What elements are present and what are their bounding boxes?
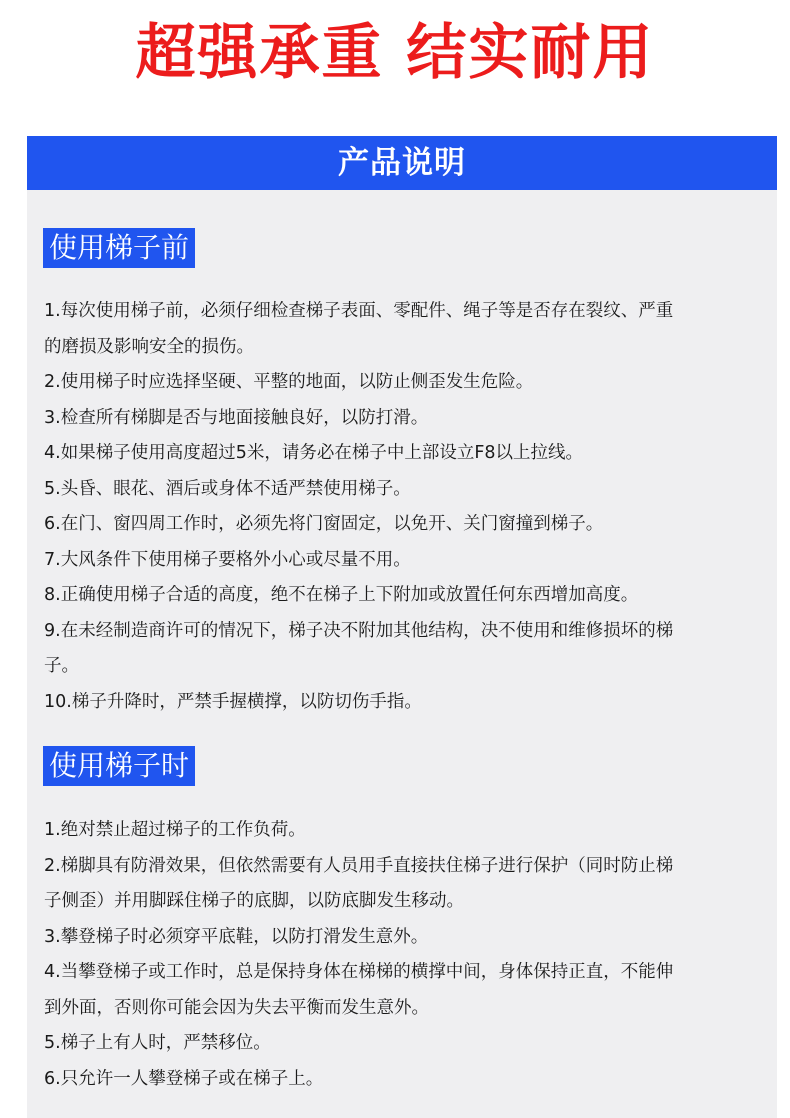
list-item-line: 3.攀登梯子时必须穿平底鞋，以防打滑发生意外。 [44, 926, 429, 947]
list-item-line: 5.梯子上有人时，严禁移位。 [44, 1033, 271, 1053]
list-item [44, 685, 766, 721]
list-item [44, 401, 766, 437]
list-item-line: 4.当攀登梯子或工作时，总是保持身体在梯梯的横撑中间，身体保持正直，不能伸 [44, 962, 674, 982]
list-item-line: 1.每次使用梯子前，必须仔细检查梯子表面、零配件、绳子等是否存在裂纹、严重 [44, 301, 674, 321]
list-item-line: 6.在门、窗四周工作时，必须先将门窗固定，以免开、关门窗撞到梯子。 [44, 514, 604, 534]
list-item-line: 1.绝对禁止超过梯子的工作负荷。 [44, 820, 306, 840]
list-item-line: 4.如果梯子使用高度超过5米，请务必在梯子中上部设立F8以上拉线。 [44, 443, 584, 463]
list-item-line: 5.头昏、眼花、酒后或身体不适严禁使用梯子。 [44, 478, 411, 499]
list-item [44, 472, 766, 508]
before-use-list [44, 294, 766, 720]
list-item [44, 294, 766, 365]
list-item [44, 813, 766, 849]
list-item [44, 365, 766, 401]
list-item [44, 1026, 766, 1062]
section-title-before-use: 使用梯子前 [43, 228, 195, 268]
list-item-line: 9.在未经制造商许可的情况下，梯子决不附加其他结构，决不使用和维修损坏的梯 [44, 620, 674, 641]
list-item-line: 子侧歪）并用脚踩住梯子的底脚，以防底脚发生移动。 [44, 891, 464, 911]
list-item-line: 3.检查所有梯脚是否与地面接触良好，以防打滑。 [44, 407, 429, 428]
list-item [44, 578, 766, 614]
list-item-line: 子。 [44, 656, 79, 676]
list-item [44, 436, 766, 472]
list-item [44, 507, 766, 543]
page-headline: 超强承重 结实耐用 [135, 18, 655, 88]
list-item [44, 955, 766, 1026]
list-item-line: 2.使用梯子时应选择坚硬、平整的地面，以防止侧歪发生危险。 [44, 372, 534, 392]
product-description-banner: 产品说明 [27, 136, 777, 190]
list-item-line: 7.大风条件下使用梯子要格外小心或尽量不用。 [44, 549, 411, 570]
list-item-line: 10.梯子升降时，严禁手握横撑，以防切伤手指。 [44, 691, 422, 712]
list-item [44, 614, 766, 685]
during-use-list [44, 813, 766, 1097]
instructions-panel [27, 190, 777, 1118]
list-item [44, 849, 766, 920]
list-item-line: 6.只允许一人攀登梯子或在梯子上。 [44, 1068, 324, 1089]
list-item [44, 1062, 766, 1098]
section-title-during-use: 使用梯子时 [43, 746, 195, 786]
list-item-line: 2.梯脚具有防滑效果，但依然需要有人员用手直接扶住梯子进行保护（同时防止梯 [44, 855, 674, 876]
list-item [44, 920, 766, 956]
list-item-line: 的磨损及影响安全的损伤。 [44, 336, 254, 357]
list-item-line: 到外面，否则你可能会因为失去平衡而发生意外。 [44, 997, 429, 1018]
list-item-line: 8.正确使用梯子合适的高度，绝不在梯子上下附加或放置任何东西增加高度。 [44, 585, 639, 605]
list-item [44, 543, 766, 579]
